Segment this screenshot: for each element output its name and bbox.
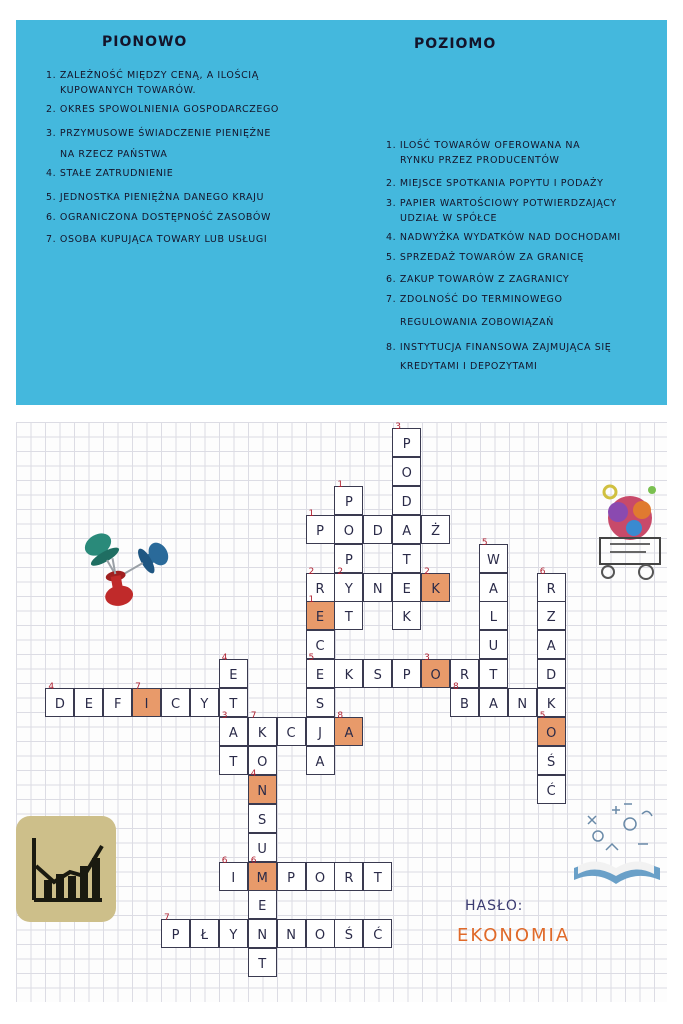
crossword-cell: [479, 688, 508, 717]
crossword-cell: [248, 711, 277, 746]
cell-letter: A: [402, 523, 412, 539]
cell-letter: Ć: [546, 783, 556, 799]
crossword-cell: [334, 515, 363, 544]
crossword-cell: [421, 515, 450, 544]
cell-letter: N: [257, 928, 268, 944]
cell-letter: E: [258, 899, 267, 915]
crossword-cell: [306, 688, 335, 717]
crossword-cell: [306, 919, 335, 948]
cell-letter: E: [402, 581, 411, 597]
cell-letter: O: [257, 754, 268, 770]
poziomo-clue-4: 4. NADWYŻKA WYDATKÓW NAD DOCHODAMI: [386, 232, 621, 243]
cell-letter: R: [315, 581, 325, 597]
cell-letter: P: [402, 437, 411, 452]
cell-number: 7: [135, 682, 141, 693]
cell-letter: F: [113, 697, 122, 713]
push-pins-icon: [70, 518, 190, 622]
cell-number: 1: [337, 479, 344, 490]
cell-letter: A: [546, 639, 556, 655]
crossword-cell: [392, 486, 421, 515]
cell-letter: P: [316, 523, 324, 539]
cell-letter: C: [286, 726, 296, 741]
cell-letter: A: [315, 754, 325, 770]
clue-panel: [16, 20, 667, 405]
poziomo-clue-5: 5. SPRZEDAŻ TOWARÓW ZA GRANICĘ: [386, 252, 584, 263]
cell-letter: Y: [344, 581, 353, 597]
cell-number: 2: [424, 566, 430, 577]
cell-letter: A: [344, 726, 354, 741]
cell-number: 1: [308, 508, 315, 519]
cell-number: 8: [453, 682, 459, 693]
cell-number: 5: [539, 711, 546, 721]
cell-letter: K: [546, 697, 556, 713]
cell-letter: T: [402, 552, 411, 568]
brain-gears-icon: [590, 478, 668, 582]
crossword-cell: [219, 711, 248, 746]
cell-number: 3: [395, 422, 401, 432]
crossword-cell: [277, 717, 306, 746]
crossword-cell: [277, 862, 306, 891]
cell-letter: O: [314, 928, 326, 944]
crossword-cell: [248, 948, 277, 977]
cell-number: 5: [308, 653, 315, 664]
crossword-cell: [277, 919, 306, 948]
cell-letter: L: [489, 610, 498, 626]
crossword-cell: [306, 595, 335, 630]
crossword-cell: [74, 688, 103, 717]
cell-number: 3: [424, 653, 430, 664]
cell-letter: O: [546, 726, 557, 741]
crossword-cell: [334, 659, 363, 688]
poziomo-clue-6: 6. ZAKUP TOWARÓW Z ZAGRANICY: [386, 274, 570, 285]
cell-letter: D: [546, 668, 557, 684]
crossword-cell: [537, 775, 566, 804]
crossword-cell: [334, 711, 363, 746]
cell-letter: O: [430, 668, 441, 684]
crossword-cell: [248, 855, 277, 891]
cell-letter: A: [228, 726, 238, 741]
crossword-cell: [392, 573, 421, 602]
crossword-cell: [392, 457, 421, 486]
cell-number: 2: [337, 566, 344, 577]
pionowo-clue-1: 1. ZALEŻNOŚĆ MIĘDZY CENĄ, A ILOŚCIĄ KUPOWANYCH TOWARÓW.: [46, 70, 259, 96]
cell-number: 1: [308, 595, 315, 606]
cell-letter: R: [459, 668, 470, 684]
pionowo-clue-7: 7. OSOBA KUPUJĄCA TOWARY LUB USŁUGI: [46, 234, 268, 245]
pionowo-clue-5: 5. JEDNOSTKA PIENIĘŻNA DANEGO KRAJU: [46, 192, 265, 203]
cell-letter: K: [431, 581, 440, 597]
crossword-cell: [537, 601, 566, 630]
cell-letter: P: [344, 552, 353, 568]
cell-letter: T: [229, 754, 238, 770]
cell-number: 4: [250, 768, 257, 779]
crossword-cell: [248, 768, 277, 804]
cell-number: 7: [250, 711, 257, 721]
crossword-cell: [219, 746, 248, 775]
poziomo-clue-2: 2. MIEJSCE SPOTKANIA POPYTU I PODAŻY: [386, 178, 604, 189]
crossword-cell: [421, 653, 450, 688]
cell-letter: R: [546, 581, 556, 597]
cell-number: 6: [221, 855, 228, 866]
cell-letter: S: [258, 812, 267, 828]
crossword-cell: [479, 537, 508, 573]
crossword-cell: [537, 711, 566, 746]
pionowo-clue-3: 3. PRZYMUSOWE ŚWIADCZENIE PIENIĘŻNE NA RZECZ PAŃSTWA: [46, 128, 271, 160]
cell-letter: S: [315, 697, 325, 713]
crossword-cell: [392, 422, 421, 457]
cell-letter: R: [344, 870, 354, 886]
cell-letter: N: [517, 697, 528, 713]
crossword-cell: [537, 659, 566, 688]
pionowo-clue-4: 4. STAŁE ZATRUDNIENIE: [46, 168, 174, 179]
crossword-cell: [363, 659, 392, 688]
crossword-cell: [219, 919, 248, 948]
pionowo-clue-6: 6. OGRANICZONA DOSTĘPNOŚĆ ZASOBÓW: [46, 212, 271, 223]
cell-letter: C: [170, 697, 181, 713]
crossword-cell: [363, 919, 392, 948]
crossword-cell: [306, 717, 335, 746]
cell-letter: E: [84, 697, 93, 713]
crossword-cell: [45, 682, 74, 717]
crossword-cell: [363, 862, 392, 891]
crossword-cell: [479, 573, 508, 602]
poziomo-clue-1: 1. ILOŚĆ TOWARÓW OFEROWANA NA RYNKU PRZEZ PRODUCENTÓW: [386, 140, 581, 166]
cell-letter: P: [287, 870, 296, 886]
crossword-cell: [190, 688, 219, 717]
crossword-cell: [248, 804, 277, 833]
poziomo-clue-3: 3. PAPIER WARTOŚCIOWY POTWIERDZAJĄCY UDZIAŁ W SPÓŁCE: [386, 198, 617, 224]
cell-letter: T: [489, 668, 498, 684]
cell-letter: K: [344, 668, 354, 684]
crossword-cell: [248, 890, 277, 919]
cell-letter: O: [343, 523, 354, 539]
haslo-value: EKONOMIA: [457, 925, 571, 946]
cell-number: 2: [308, 566, 315, 577]
cell-letter: Ć: [373, 928, 383, 944]
cell-letter: T: [373, 870, 382, 886]
cell-letter: Ł: [200, 928, 209, 944]
poziomo-heading: POZIOMO: [414, 36, 497, 52]
crossword-cell: [450, 682, 479, 717]
haslo-label: HASŁO:: [465, 898, 524, 914]
cell-letter: P: [171, 928, 180, 944]
poziomo-clue-7: 7. ZDOLNOŚĆ DO TERMINOWEGO REGULOWANIA ZOBOWIĄZAŃ: [386, 294, 563, 328]
cell-letter: E: [315, 668, 325, 684]
crossword-cell: [306, 653, 335, 688]
cell-letter: Y: [200, 697, 209, 713]
crossword-cell: [392, 601, 421, 630]
cell-letter: D: [401, 494, 412, 510]
cell-letter: S: [373, 668, 382, 684]
cell-letter: U: [488, 639, 499, 655]
cell-letter: I: [144, 697, 149, 713]
crossword-cell: [306, 508, 335, 544]
crossword-cell: [537, 630, 566, 659]
crossword-cell: [363, 573, 392, 602]
pionowo-heading: PIONOWO: [102, 34, 188, 50]
crossword-cell: [248, 919, 277, 948]
cell-number: 4: [221, 653, 228, 664]
cell-letter: A: [488, 697, 498, 713]
cell-letter: P: [402, 668, 411, 684]
cell-letter: K: [402, 610, 411, 626]
cell-letter: Ś: [547, 754, 556, 770]
crossword-cell: [479, 601, 508, 630]
crossword-cell: [190, 919, 219, 948]
cell-letter: D: [372, 523, 383, 539]
crossword-cell: [334, 919, 363, 948]
crossword-cell: [392, 515, 421, 544]
cell-letter: T: [229, 697, 238, 713]
crossword-cell: [334, 601, 363, 630]
cell-letter: Ś: [344, 928, 354, 944]
cell-number: 5: [481, 537, 488, 548]
crossword-cell: [537, 566, 566, 602]
crossword-cell: [421, 566, 450, 602]
cell-number: 3: [221, 711, 228, 721]
cell-letter: D: [54, 697, 65, 713]
cell-letter: Z: [546, 610, 556, 626]
cell-letter: O: [314, 870, 326, 886]
crossword-cell: [306, 746, 335, 775]
cell-letter: C: [315, 639, 325, 655]
crossword-cell: [306, 862, 335, 891]
poziomo-clue-8: 8. INSTYTUCJA FINANSOWA ZAJMUJĄCA SIĘ KREDYTAMI I DEPOZYTAMI: [386, 342, 612, 372]
cell-letter: I: [231, 870, 236, 886]
cell-number: 8: [337, 711, 344, 721]
pionowo-clue-2: 2. OKRES SPOWOLNIENIA GOSPODARCZEGO: [46, 104, 280, 115]
cell-letter: N: [372, 581, 383, 597]
cell-letter: K: [257, 726, 267, 741]
open-book-numbers-icon: [568, 796, 666, 892]
crossword-cell: [334, 862, 363, 891]
cell-number: 6: [539, 566, 546, 577]
cell-letter: A: [488, 581, 498, 597]
cell-letter: Ż: [431, 523, 441, 539]
cell-number: 4: [48, 682, 55, 693]
cell-letter: W: [486, 552, 500, 568]
cell-letter: U: [257, 841, 267, 857]
crossword-cell: [479, 630, 508, 659]
crossword-cell: [392, 544, 421, 573]
crossword-cell: [334, 566, 363, 602]
cell-letter: M: [256, 870, 268, 886]
cell-letter: E: [315, 610, 325, 626]
crossword-cell: [219, 855, 248, 891]
crossword-cell: [537, 746, 566, 775]
crossword-cell: [161, 688, 190, 717]
crossword-cell: [508, 688, 537, 717]
crossword-cell: [334, 479, 363, 515]
cell-letter: J: [318, 726, 322, 741]
cell-letter: N: [257, 783, 268, 799]
cell-letter: T: [258, 957, 267, 973]
crossword-cell: [479, 659, 508, 688]
cell-letter: B: [460, 697, 469, 713]
crossword-cell: [161, 913, 190, 948]
cell-letter: T: [344, 610, 353, 626]
growth-chart-icon: [16, 816, 116, 922]
cell-letter: E: [229, 668, 238, 684]
crossword-cell: [219, 653, 248, 688]
crossword-cell: [103, 688, 132, 717]
crossword-cell: [392, 659, 421, 688]
cell-letter: O: [401, 465, 412, 481]
crossword-cell: [363, 515, 392, 544]
cell-number: 7: [164, 913, 170, 924]
crossword-cell: [132, 682, 161, 717]
cell-number: 6: [250, 855, 257, 866]
cell-letter: P: [344, 494, 353, 510]
cell-letter: Y: [229, 928, 238, 944]
cell-letter: N: [286, 928, 296, 944]
